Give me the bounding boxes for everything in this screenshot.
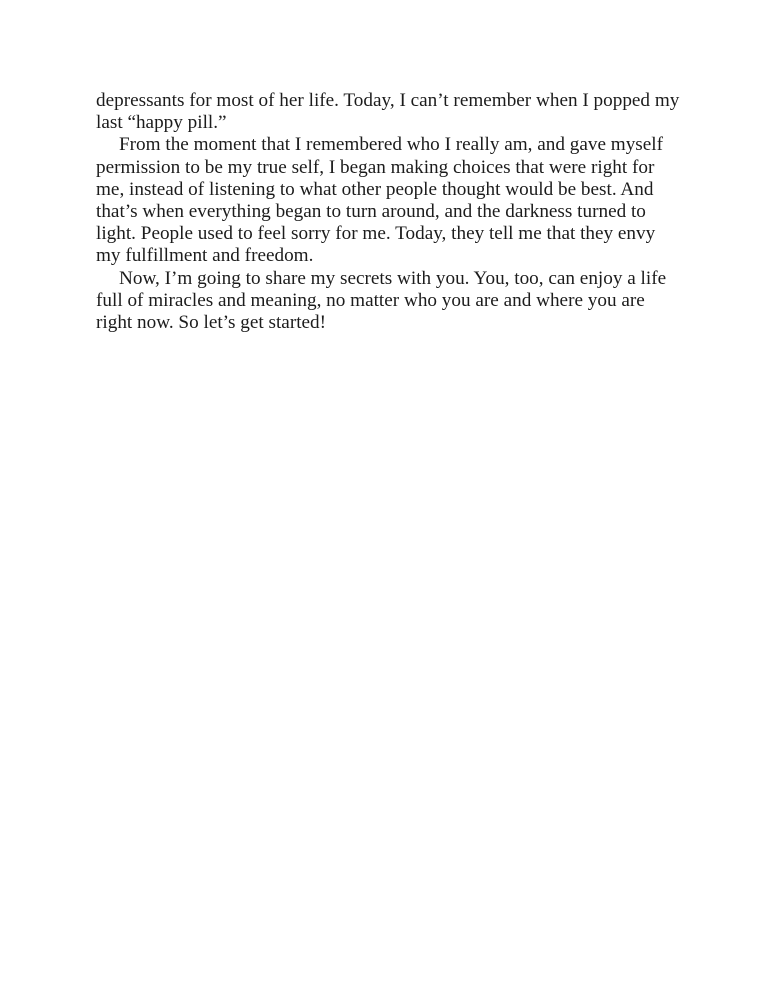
- paragraph-1: [96, 90, 686, 134]
- text-line: me, instead of listening to what other people thought would be best. And: [96, 178, 654, 200]
- text-line: my fulfillment and freedom.: [96, 245, 314, 267]
- text-line: From the moment that I remembered who I really am, and gave myself: [119, 134, 664, 156]
- text-line: right now. So let’s get started!: [96, 312, 327, 334]
- text-line: last “happy pill.”: [96, 112, 227, 134]
- text-line: light. People used to feel sorry for me. Today, they tell me that they envy: [96, 223, 656, 245]
- paragraph-3: [96, 268, 686, 335]
- paragraph-2: [96, 134, 686, 267]
- text-line: full of miracles and meaning, no matter who you are and where you are: [96, 289, 645, 311]
- text-line: that’s when everything began to turn around, and the darkness turned to: [96, 201, 646, 223]
- text-line: Now, I’m going to share my secrets with you. You, too, can enjoy a life: [119, 267, 667, 289]
- text-line: depressants for most of her life. Today, I can’t remember when I popped my: [96, 90, 680, 111]
- body-text: [96, 90, 686, 334]
- text-line: permission to be my true self, I began making choices that were right for: [96, 156, 655, 178]
